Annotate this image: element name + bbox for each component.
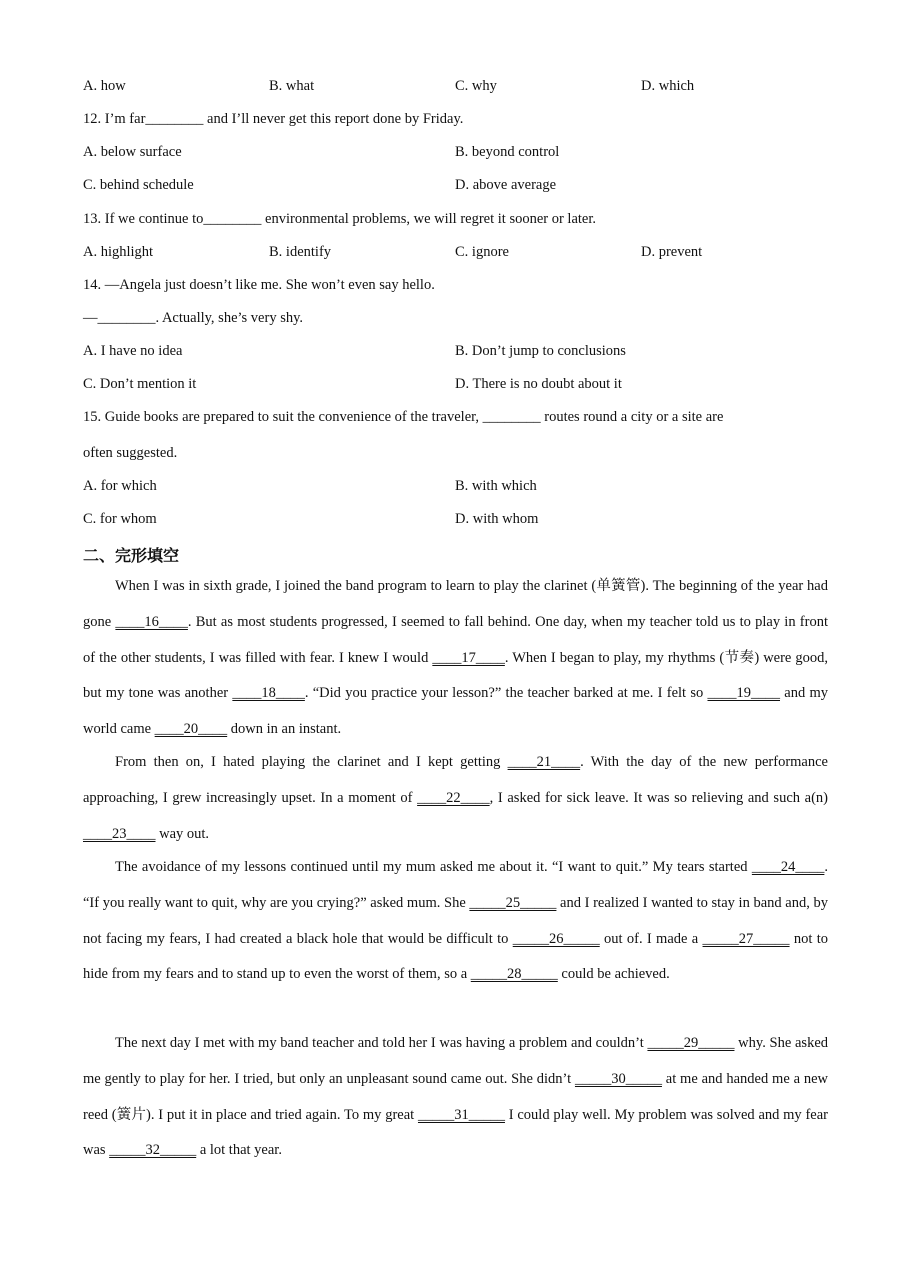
q12-stem: 12. I’m far________ and I’ll never get this report done by Friday. [83, 111, 464, 127]
q13-option-b: B. identify [269, 244, 332, 260]
q14-stem-reply: —________. Actually, she’s very shy. [83, 310, 304, 326]
passage-text: , I asked for sick leave. It was so relieving and such a(n) [489, 789, 828, 806]
q15-option-b: B. with which [455, 478, 537, 494]
blank-22: ____22____ [417, 789, 490, 806]
q11-option-a: A. how [83, 78, 126, 94]
q15-option-d: D. with whom [455, 511, 539, 527]
q12-option-d: D. above average [455, 177, 557, 193]
blank-29: _____29_____ [647, 1035, 735, 1051]
blank-21: ____21____ [507, 754, 581, 770]
q12-option-b: B. beyond control [455, 144, 560, 160]
q14-option-a: A. I have no idea [83, 343, 183, 359]
q14-stem: 14. —Angela just doesn’t like me. She won’t even say hello. [83, 277, 435, 293]
q15-stem: 15. Guide books are prepared to suit the convenience of the traveler, ________ routes round a city or a site are [83, 409, 724, 425]
passage-text: why. She asked me gently to play for her. I tried, but only an unpleasant sound came out. She didn’t [83, 1035, 829, 1087]
passage-text: . When I began to play, my rhythms (节奏) were good, but my tone was another [83, 649, 829, 702]
q11-option-d: D. which [641, 78, 695, 94]
passage-paragraph-2 [83, 745, 828, 852]
q11-option-b: B. what [269, 78, 315, 94]
q11-option-c: C. why [455, 78, 497, 94]
blank-31: _____31_____ [417, 1106, 505, 1123]
passage-text: out of. I made a [599, 930, 703, 947]
blank-17: ____17____ [432, 649, 505, 666]
passage-text: The avoidance of my lessons continued until my mum asked me about it. “I want to quit.” My tears started [115, 859, 752, 875]
q15-stem-continued: often suggested. [83, 445, 178, 461]
blank-23: ____23____ [83, 825, 156, 842]
blank-25: _____25_____ [469, 894, 557, 911]
q15-option-a: A. for which [83, 478, 157, 494]
blank-24: ____24____ [751, 859, 825, 875]
q12-option-a: A. below surface [83, 144, 182, 160]
q14-option-c: C. Don’t mention it [83, 376, 197, 392]
q14-option-b: B. Don’t jump to conclusions [455, 343, 626, 359]
passage-paragraph-1 [83, 569, 828, 748]
blank-19: ____19____ [707, 685, 780, 702]
blank-26: _____26_____ [512, 930, 600, 947]
passage-text: . With the day of the new performance approaching, I grew increasingly upset. In a moment of [83, 754, 828, 806]
passage-text: . “Did you practice your lesson?” the teacher barked at me. I felt so [304, 685, 708, 702]
section-title-cloze: 二、完形填空 [83, 546, 180, 565]
blank-32: _____32_____ [109, 1142, 197, 1159]
passage-text: . “If you really want to quit, why are you crying?” asked mum. She [83, 859, 828, 911]
passage-text: not to hide from my fears and to stand up to even the worst of them, so a [83, 930, 828, 983]
blank-27: _____27_____ [702, 930, 790, 947]
q12-option-c: C. behind schedule [83, 177, 194, 193]
passage-paragraph-4 [83, 1026, 828, 1169]
passage-text: From then on, I hated playing the clarinet and I kept getting [115, 754, 508, 770]
passage-text: a lot that year. [196, 1142, 282, 1159]
passage-text: I could play well. My problem was solved and my fear was [83, 1106, 828, 1159]
blank-28: _____28_____ [470, 966, 558, 983]
q13-option-c: C. ignore [455, 244, 509, 260]
passage-text: at me and handed me a new reed (簧片). I put it in place and tried again. To my great [83, 1070, 828, 1123]
q13-option-d: D. prevent [641, 244, 703, 260]
passage-text: could be achieved. [557, 966, 670, 983]
blank-16: ____16____ [115, 613, 188, 630]
passage-text: When I was in sixth grade, I joined the band program to learn to play the clarinet (单簧管). The beginning of the year had gone [83, 578, 828, 630]
blank-20: ____20____ [154, 721, 228, 738]
passage-text: down in an instant. [227, 721, 342, 738]
passage-text: and I realized I wanted to stay in band and, by not facing my fears, I had created a black hole that would be difficult to [83, 894, 828, 947]
q14-option-d: D. There is no doubt about it [455, 376, 622, 392]
passage-text: way out. [155, 825, 210, 842]
passage-paragraph-3 [83, 850, 828, 993]
passage-text: The next day I met with my band teacher and told her I was having a problem and couldn’t [115, 1035, 648, 1051]
passage-text: and my world came [83, 685, 828, 738]
q15-option-c: C. for whom [83, 511, 157, 527]
blank-18: ____18____ [232, 685, 305, 702]
blank-30: _____30_____ [574, 1070, 662, 1087]
passage-text: . But as most students progressed, I seemed to fall behind. One day, when my teacher told us to play in front of the other students, I was filled with fear. I knew I would [83, 613, 828, 666]
q13-stem: 13. If we continue to________ environmental problems, we will regret it sooner or later. [83, 211, 597, 227]
q13-option-a: A. highlight [83, 244, 154, 260]
